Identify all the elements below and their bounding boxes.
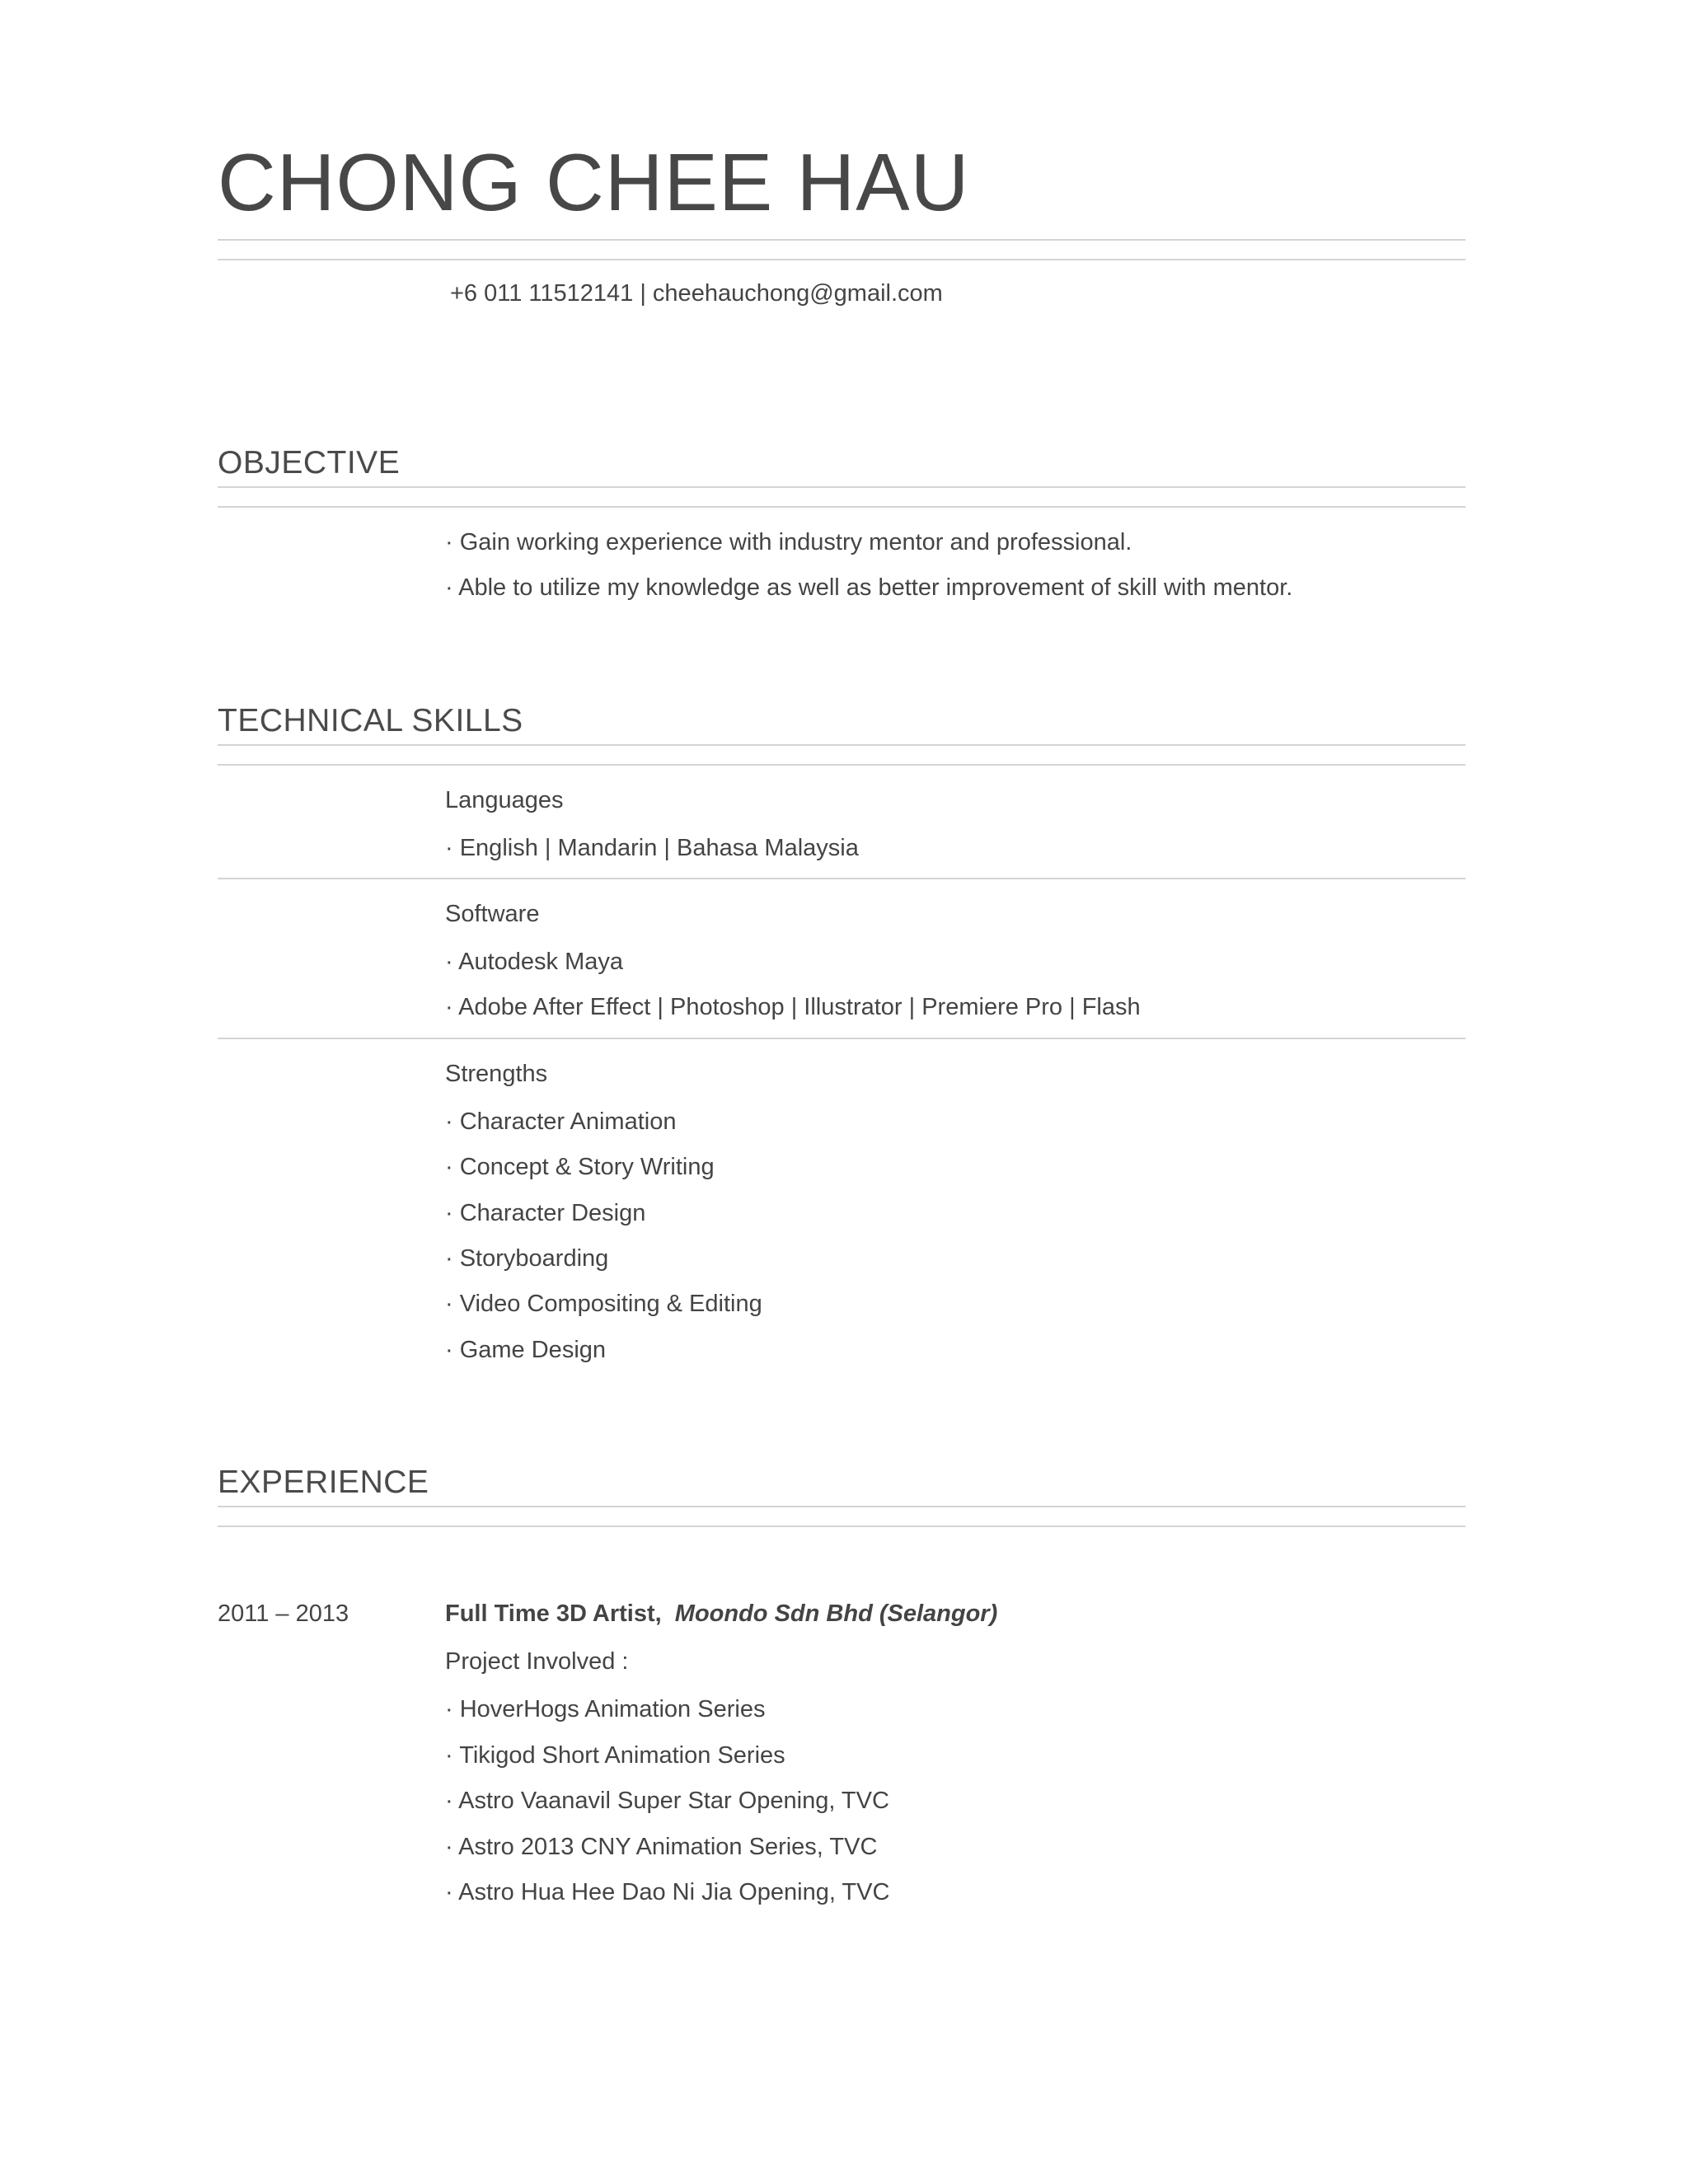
- skill-item: · Character Animation: [445, 1108, 677, 1135]
- skill-group-label-software: Software: [445, 901, 540, 927]
- skill-item: · English | Mandarin | Bahasa Malaysia: [445, 835, 859, 861]
- job-company: Moondo Sdn Bhd (Selangor): [674, 1601, 998, 1627]
- objective-item: · Able to utilize my knowledge as well as better improvement of skill with mentor.: [445, 574, 1293, 601]
- project-item: · Astro Hua Hee Dao Ni Jia Opening, TVC: [445, 1879, 890, 1905]
- skill-item: · Storyboarding: [445, 1245, 609, 1272]
- contact-info: +6 011 11512141 | cheehauchong@gmail.com: [450, 280, 943, 307]
- project-item: · Astro Vaanavil Super Star Opening, TVC: [445, 1788, 889, 1814]
- objective-divider-top: [218, 486, 1465, 488]
- skill-group-divider: [218, 878, 1465, 879]
- experience-divider-bottom: [218, 1526, 1465, 1527]
- skills-divider-top: [218, 744, 1465, 746]
- skill-item: · Character Design: [445, 1200, 646, 1226]
- header-divider-bottom: [218, 259, 1465, 260]
- section-title-technical-skills: TECHNICAL SKILLS: [218, 703, 523, 738]
- job-role: Full Time 3D Artist,: [445, 1601, 662, 1627]
- skill-group-label-strengths: Strengths: [445, 1061, 548, 1087]
- skill-item: · Video Compositing & Editing: [445, 1291, 762, 1317]
- skill-item: · Adobe After Effect | Photoshop | Illustrator | Premiere Pro | Flash: [445, 994, 1141, 1020]
- skill-item: · Concept & Story Writing: [445, 1154, 715, 1180]
- experience-divider-top: [218, 1506, 1465, 1507]
- section-title-objective: OBJECTIVE: [218, 445, 401, 480]
- candidate-name: CHONG CHEE HAU: [218, 137, 970, 227]
- job-heading: [445, 1601, 997, 1628]
- objective-item: · Gain working experience with industry mentor and professional.: [445, 529, 1132, 555]
- skill-group-divider: [218, 1038, 1465, 1039]
- objective-divider-bottom: [218, 506, 1465, 508]
- job-dates: 2011 – 2013: [218, 1601, 349, 1627]
- project-item: · Astro 2013 CNY Animation Series, TVC: [445, 1834, 878, 1860]
- header-divider-top: [218, 239, 1465, 241]
- skill-group-label-languages: Languages: [445, 787, 564, 813]
- project-item: · Tikigod Short Animation Series: [445, 1742, 785, 1769]
- skill-item: · Autodesk Maya: [445, 949, 623, 975]
- section-title-experience: EXPERIENCE: [218, 1465, 429, 1500]
- skills-divider-bottom: [218, 764, 1465, 766]
- skill-item: · Game Design: [445, 1337, 607, 1363]
- projects-label: Project Involved :: [445, 1648, 629, 1675]
- project-item: · HoverHogs Animation Series: [445, 1696, 766, 1722]
